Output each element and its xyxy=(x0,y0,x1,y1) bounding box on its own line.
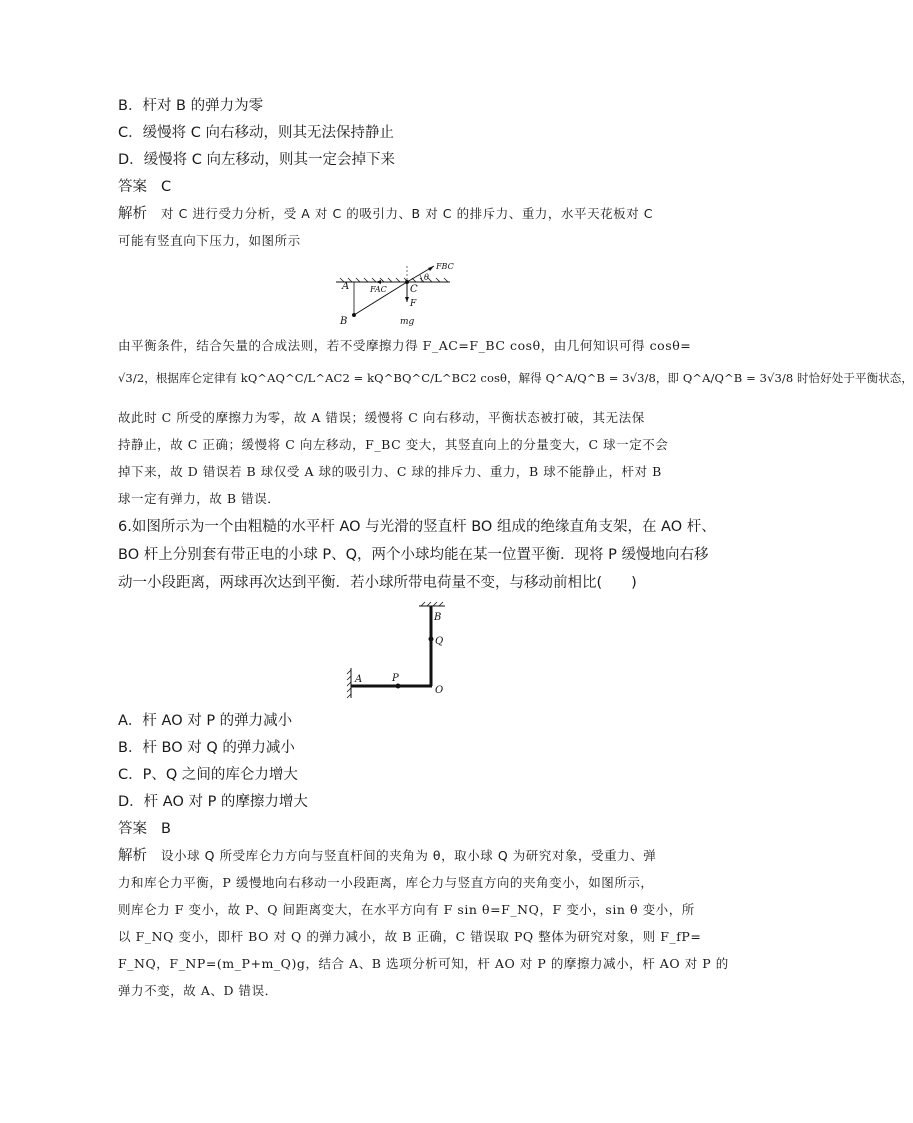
q5-answer xyxy=(118,177,171,197)
label-o: O xyxy=(435,685,444,696)
q6-stem-line-1: 6.如图所示为一个由粗糙的水平杆 AO 与光滑的竖直杆 BO 组成的绝缘直角支架，在 AO 杆、 xyxy=(118,519,716,535)
q5-option-c: C．缓慢将 C 向右移动，则其无法保持静止 xyxy=(118,125,394,141)
label-theta: θ xyxy=(424,273,429,282)
q5-analysis-line-6: 持静止，故 C 正确；缓慢将 C 向左移动，F_BC 变大，其竖直向上的分量变大，C 球一定不会 xyxy=(118,437,669,452)
answer-label: 答案 xyxy=(118,821,147,837)
label-mg: mg xyxy=(400,317,415,327)
label-fac: FAC xyxy=(370,285,387,294)
label-fbc: FBC xyxy=(436,262,454,271)
q5-analysis-line-5: 故此时 C 所受的摩擦力为零，故 A 错误；缓慢将 C 向右移动，平衡状态被打破，其无法保 xyxy=(118,410,645,425)
label-a: A xyxy=(355,674,363,685)
q6-bracket-diagram xyxy=(345,600,455,700)
label-c: C xyxy=(410,284,418,295)
q5-analysis-line-1 xyxy=(118,204,653,224)
q6-analysis-line-2: 力和库仑力平衡，P 缓慢地向右移动一小段距离，库仑力与竖直方向的夹角变小，如图所示， xyxy=(118,875,654,890)
label-b: B xyxy=(434,612,442,623)
label-q: Q xyxy=(435,636,444,647)
analysis-text: 设小球 Q 所受库仑力方向与竖直杆间的夹角为 θ，取小球 Q 为研究对象，受重力、弹 xyxy=(161,848,657,863)
q6-option-a: A．杆 AO 对 P 的弹力减小 xyxy=(118,713,293,729)
analysis-text: 对 C 进行受力分析，受 A 对 C 的吸引力、B 对 C 的排斥力、重力，水平天花板对 C xyxy=(161,206,654,221)
q5-analysis-line-4: √3/2，根据库仑定律有 kQ^AQ^C/L^AC2 = kQ^BQ^C/L^BC2 cosθ，解得 Q^A/Q^B = 3√3/8，即 Q^A/Q^B = 3√3/8 时恰好处于平衡状态， xyxy=(118,371,913,385)
q6-analysis-line-1 xyxy=(118,846,656,866)
q5-analysis-line-7: 掉下来，故 D 错误若 B 球仅受 A 球的吸引力、C 球的排斥力、重力，B 球不能静止，杆对 B xyxy=(118,464,662,479)
q6-stem-line-3: 动一小段距离，两球再次达到平衡．若小球所带电荷量不变，与移动前相比( ) xyxy=(118,575,637,591)
q5-option-d: D．缓慢将 C 向左移动，则其一定会掉下来 xyxy=(118,152,396,168)
q6-stem-line-2: BO 杆上分别套有带正电的小球 P、Q，两个小球均能在某一位置平衡．现将 P 缓慢地向右移 xyxy=(118,547,709,563)
q6-option-d: D．杆 AO 对 P 的摩擦力增大 xyxy=(118,794,308,810)
answer-value: C xyxy=(161,179,172,195)
q5-analysis-line-3: 由平衡条件，结合矢量的合成法则，若不受摩擦力得 F_AC=F_BC cosθ，由几何知识可得 cosθ= xyxy=(118,338,692,353)
answer-value: B xyxy=(161,821,171,837)
q6-analysis-line-3: 则库仑力 F 变小，故 P、Q 间距离变大，在水平方向有 F sin θ=F_NQ，F 变小，sin θ 变小，所 xyxy=(118,902,695,917)
q6-option-b: B．杆 BO 对 Q 的弹力减小 xyxy=(118,740,295,756)
q5-force-diagram xyxy=(330,258,470,328)
q6-option-c: C．P、Q 之间的库仑力增大 xyxy=(118,767,298,783)
q6-analysis-line-5: F_NQ，F_NP=(m_P+m_Q)g，结合 A、B 选项分析可知，杆 AO 对 P 的摩擦力减小，杆 AO 对 P 的 xyxy=(118,956,729,971)
analysis-label: 解析 xyxy=(118,206,147,222)
label-f: F xyxy=(410,299,417,309)
label-b: B xyxy=(340,316,348,327)
q6-answer xyxy=(118,819,171,839)
analysis-label: 解析 xyxy=(118,848,147,864)
q6-analysis-line-6: 弹力不变，故 A、D 错误． xyxy=(118,983,278,998)
label-p: P xyxy=(392,673,399,684)
q5-analysis-line-2: 可能有竖直向下压力，如图所示 xyxy=(118,233,301,248)
label-a: A xyxy=(342,281,350,292)
q6-analysis-line-4: 以 F_NQ 变小，即杆 BO 对 Q 的弹力减小，故 B 正确，C 错误取 PQ 整体为研究对象，则 F_fP= xyxy=(118,929,702,944)
q5-option-b: B．杆对 B 的弹力为零 xyxy=(118,98,264,114)
q5-analysis-line-8: 球一定有弹力，故 B 错误． xyxy=(118,491,281,506)
answer-label: 答案 xyxy=(118,179,147,195)
